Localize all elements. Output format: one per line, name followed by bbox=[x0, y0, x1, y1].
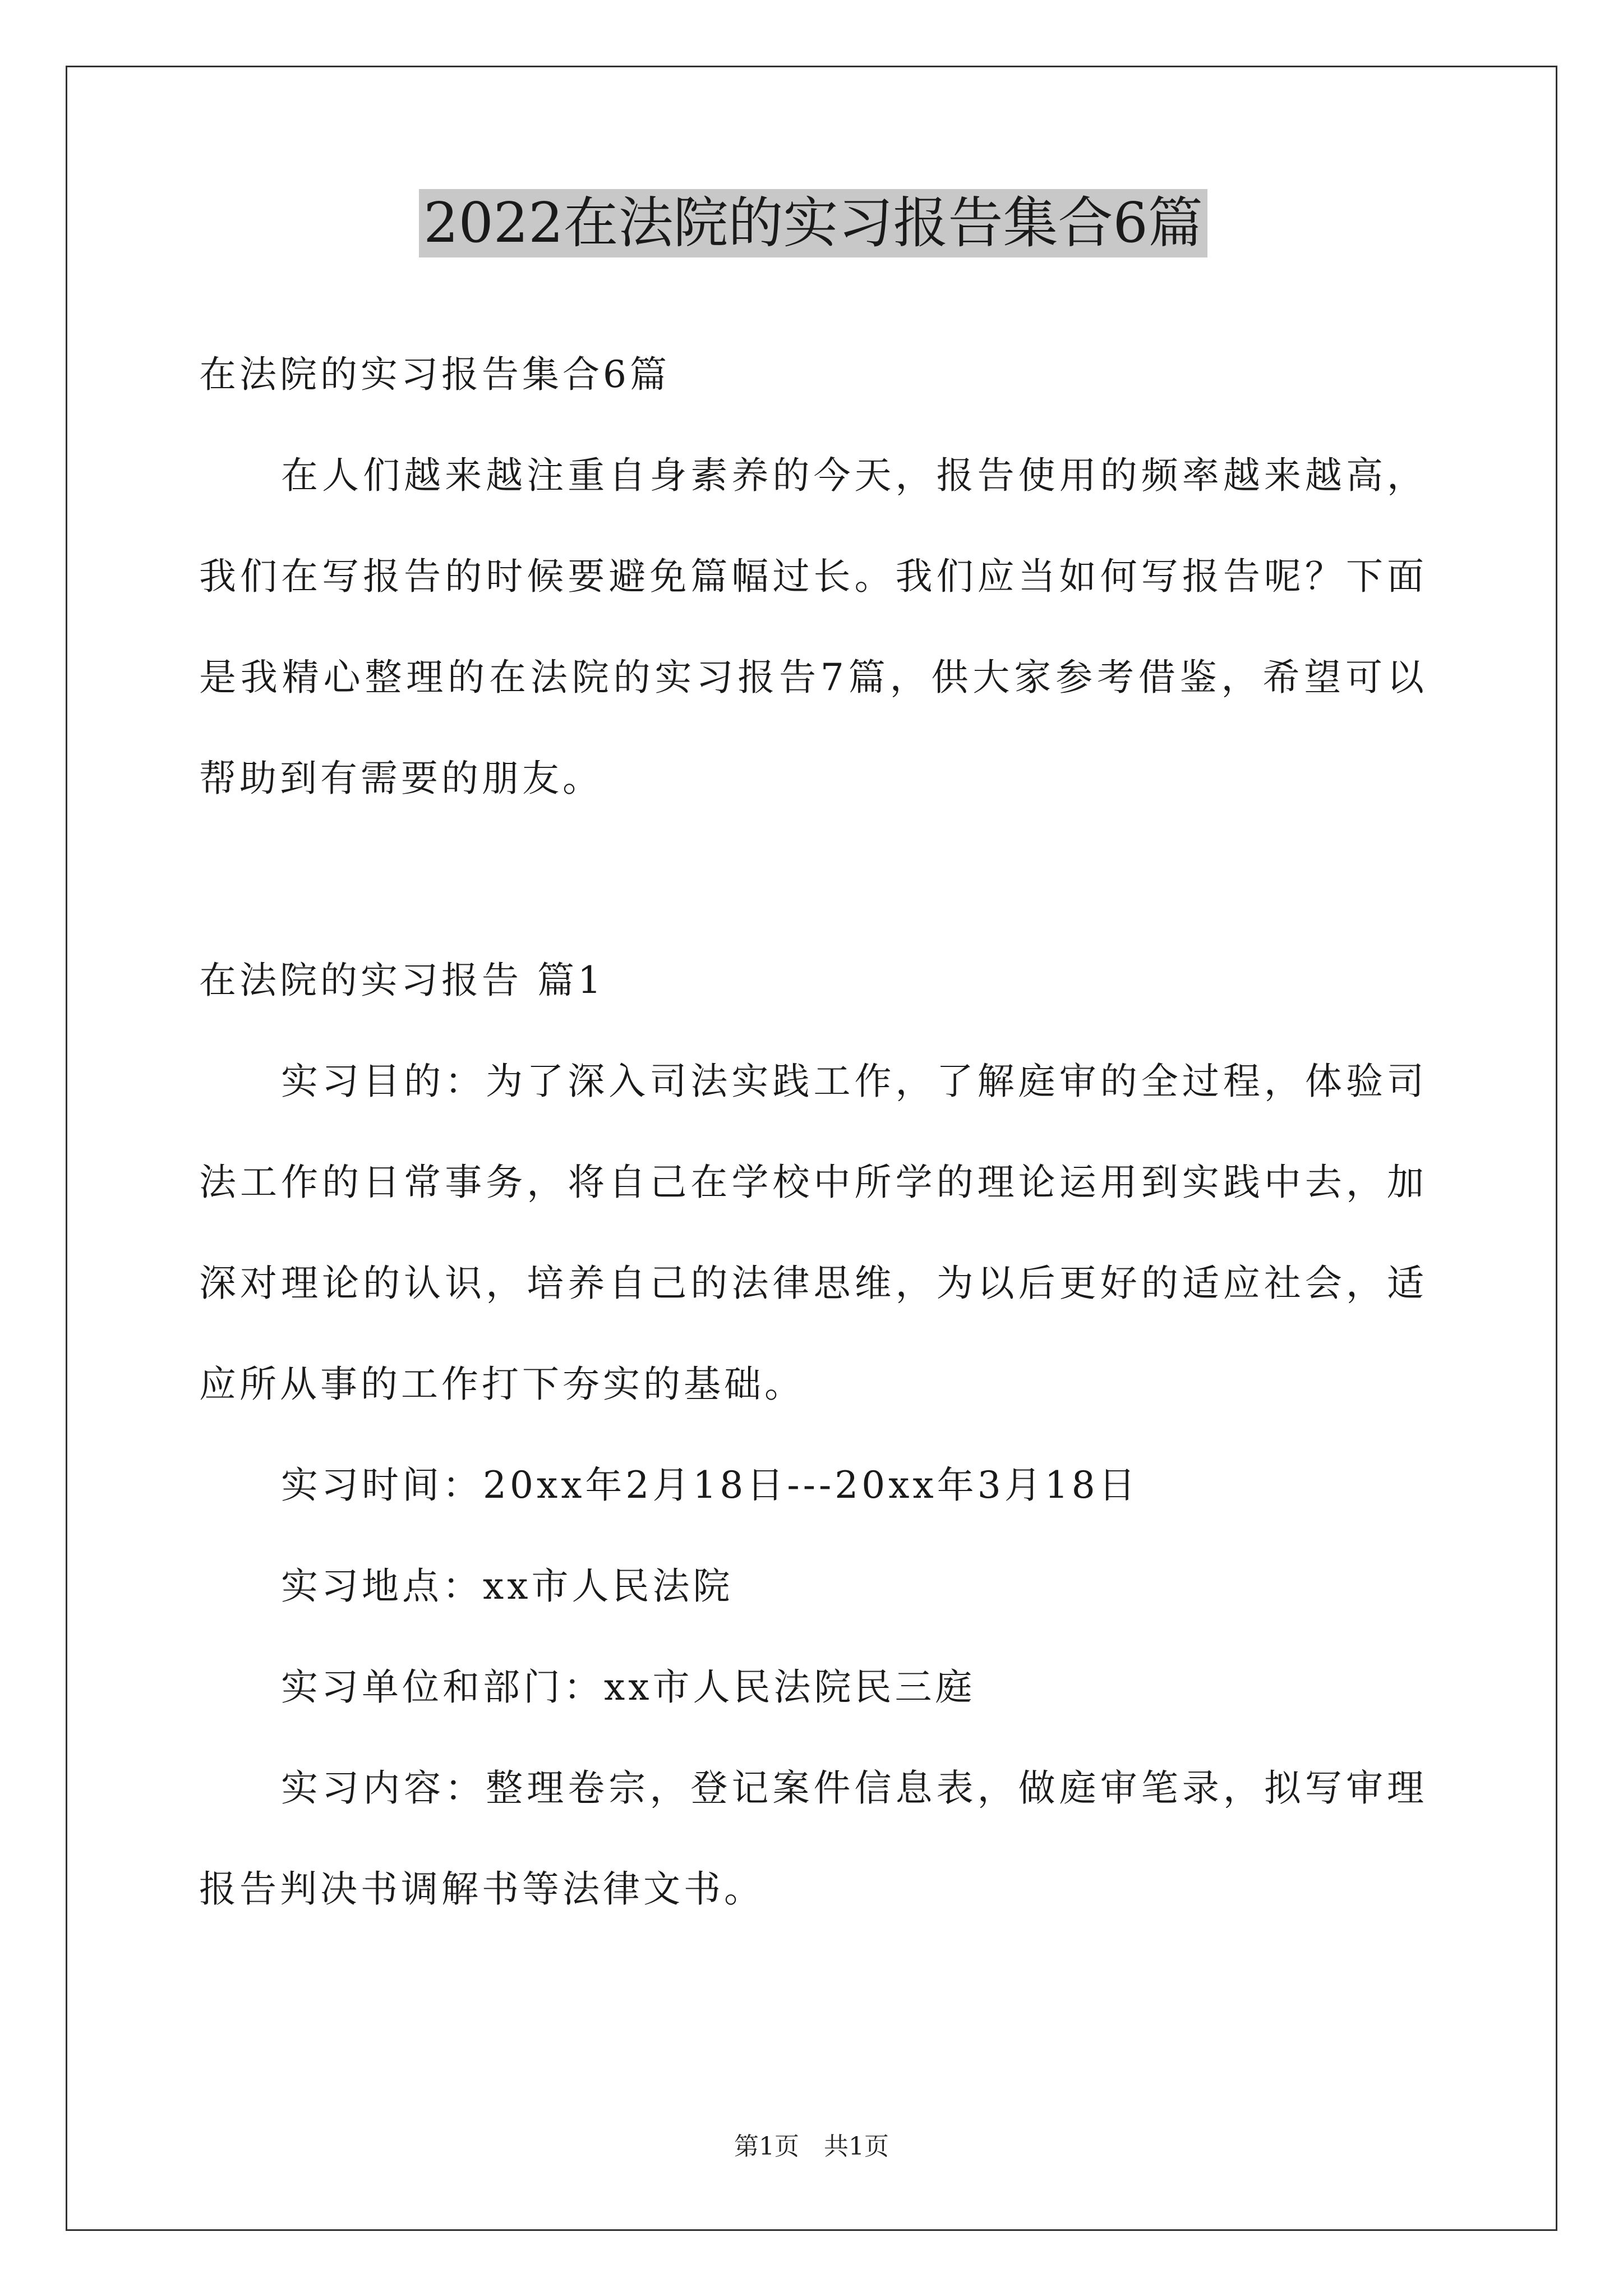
section-paragraph-purpose: 实习目的：为了深入司法实践工作，了解庭审的全过程，体验司法工作的日常事务，将自己在学校中所学的理论运用到实践中去，加深对理论的认识，培养自己的法律思维，为以后更好的适应社会，适应所从事的工作打下夯实的基础。 bbox=[199, 1059, 1427, 1406]
title-text: 2022在法院的实习报告集合6篇 bbox=[419, 189, 1207, 257]
section-paragraph-content: 实习内容：整理卷宗，登记案件信息表，做庭审笔录，拟写审理报告判决书调解书等法律文书。 bbox=[199, 1766, 1427, 1911]
spacer bbox=[199, 829, 1427, 930]
section-paragraph-time: 实习时间：20xx年2月18日---20xx年3月18日 bbox=[281, 1463, 1139, 1507]
section-paragraph-unit: 实习单位和部门：xx市人民法院民三庭 bbox=[281, 1665, 976, 1709]
document-title bbox=[199, 191, 1427, 257]
document-body bbox=[199, 191, 1427, 1940]
section-paragraph-location: 实习地点：xx市人民法院 bbox=[281, 1564, 734, 1608]
section-heading: 在法院的实习报告 篇1 bbox=[199, 958, 605, 1002]
document-subtitle: 在法院的实习报告集合6篇 bbox=[199, 352, 670, 396]
intro-paragraph: 在人们越来越注重自身素养的今天，报告使用的频率越来越高，我们在写报告的时候要避免篇幅过长。我们应当如何写报告呢？下面是我精心整理的在法院的实习报告7篇，供大家参考借鉴，希望可以帮助到有需要的朋友。 bbox=[199, 453, 1427, 800]
page-footer: 第1页 共1页 bbox=[734, 2132, 889, 2161]
